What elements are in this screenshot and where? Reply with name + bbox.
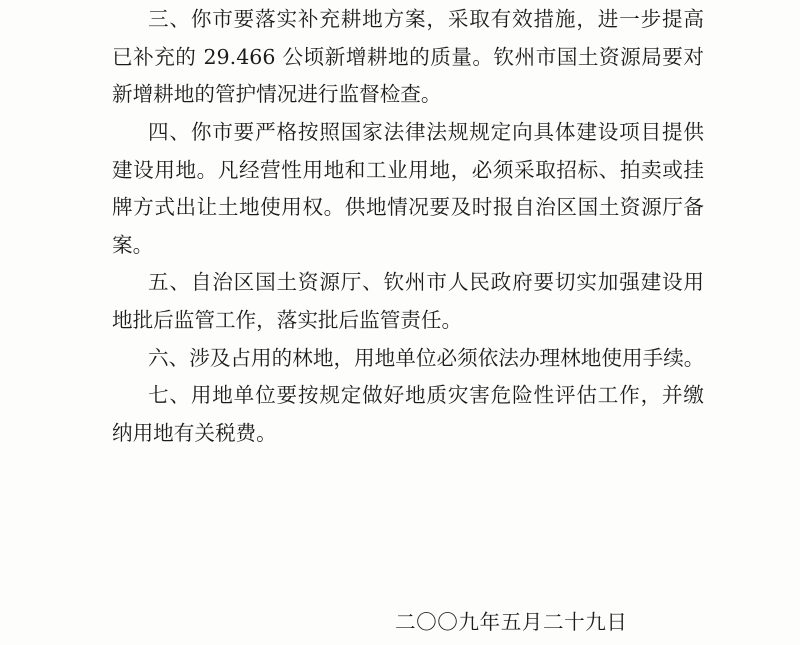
paragraph-item-4	[112, 114, 704, 265]
text-line: 案。	[112, 232, 154, 257]
text-line: 地批后监管工作，落实批后监管责任。	[112, 308, 463, 332]
text-line: 四、你市要严格按照国家法律法规规定向具体建设项目提供	[148, 119, 704, 144]
paragraph-item-7	[112, 377, 704, 452]
text-line: 新增耕地的管护情况进行监督检查。	[112, 82, 442, 107]
text-line: 牌方式出让土地使用权。供地情况要及时报自治区国土资源厅备	[112, 195, 704, 220]
text-line: 三、你市要落实补充耕地方案，采取有效措施，进一步提高	[148, 7, 704, 31]
text-line: 七、用地单位要按规定做好地质灾害危险性评估工作，并缴	[148, 383, 704, 408]
paragraph-item-5	[112, 264, 704, 339]
text-line: 已补充的 29.466 公顷新增耕地的质量。钦州市国土资源局要对	[112, 44, 704, 69]
paragraph-item-6	[112, 340, 704, 378]
text-line: 五、自治区国土资源厅、钦州市人民政府要切实加强建设用	[148, 270, 704, 295]
text-line: 纳用地有关税费。	[112, 420, 277, 445]
text-line: 建设用地。凡经营性用地和工业用地，必须采取招标、拍卖或挂	[112, 157, 704, 182]
paragraph-item-3	[112, 1, 704, 114]
document-body	[112, 1, 704, 453]
document-date: 二〇〇九年五月二十九日	[395, 610, 627, 634]
text-line: 六、涉及占用的林地，用地单位必须依法办理林地使用手续。	[148, 345, 704, 370]
